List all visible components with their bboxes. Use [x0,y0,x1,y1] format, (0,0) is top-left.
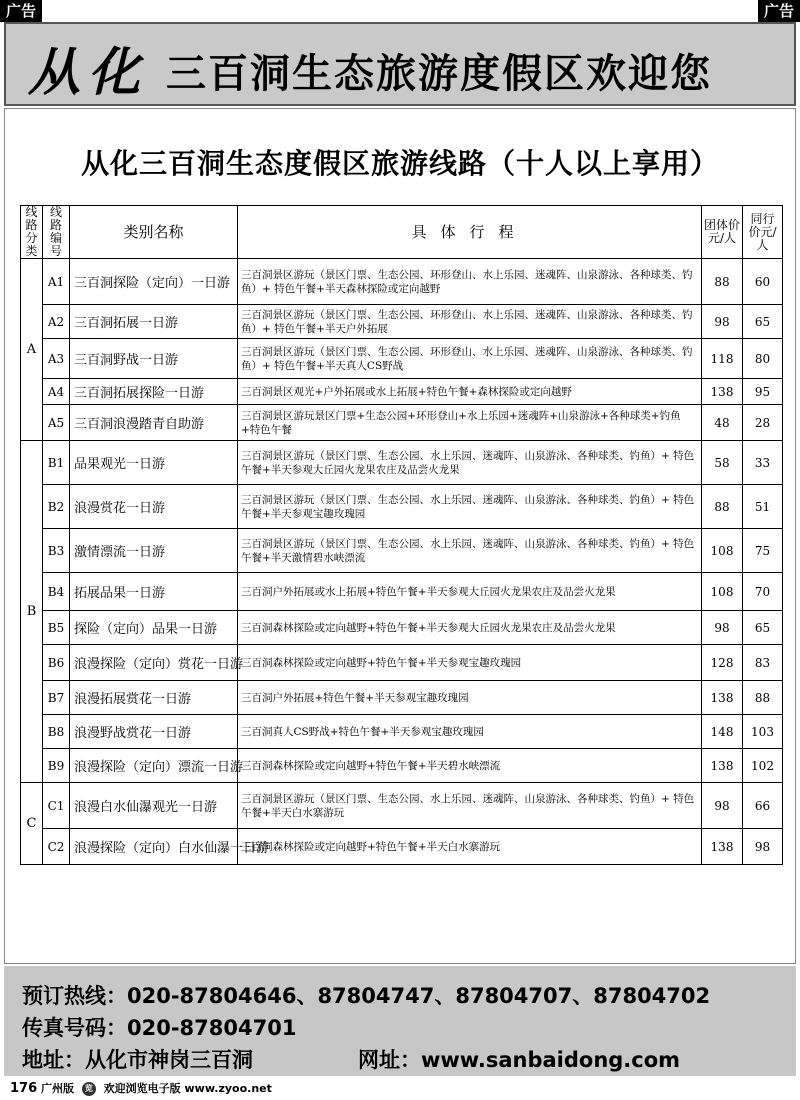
route-name: 浪漫赏花一日游 [70,485,238,529]
peer-price: 65 [743,611,783,645]
table-row [21,749,783,783]
table-row [21,305,783,339]
header-itinerary: 具体行程 [238,206,702,259]
peer-price: 60 [743,259,783,305]
group-price: 88 [702,259,743,305]
table-row [21,681,783,715]
table-row [21,441,783,485]
group-price: 148 [702,715,743,749]
group-price: 58 [702,441,743,485]
route-code: B6 [43,645,70,681]
route-itinerary: 三百洞真人CS野战+特色午餐+半天参观宝趣玫瑰园 [238,715,702,749]
page-footer [10,1080,272,1096]
header-group-price: 团体价元/人 [702,206,743,259]
route-itinerary: 三百洞户外拓展+特色午餐+半天参观宝趣玫瑰园 [238,681,702,715]
route-code: B2 [43,485,70,529]
header-category: 线路分类 [21,206,43,259]
ad-tag-left: 广告 [0,0,42,22]
header-peer-price: 同行价元/人 [743,206,783,259]
table-row [21,829,783,865]
route-code: B4 [43,573,70,611]
route-itinerary: 三百洞森林探险或定向越野+特色午餐+半天参观宝趣玫瑰园 [238,645,702,681]
route-itinerary: 三百洞景区游玩（景区门票、生态公园、水上乐园、迷魂阵、山泉游泳、各种球类、钓鱼）+ 特色午餐+半天白水寨游玩 [238,783,702,829]
route-itinerary: 三百洞景区观光+户外拓展或水上拓展+特色午餐+森林探险或定向越野 [238,379,702,405]
routes-table [20,205,783,865]
group-price: 128 [702,645,743,681]
route-itinerary: 三百洞景区游玩（景区门票、生态公园、水上乐园、迷魂阵、山泉游泳、各种球类、钓鱼）+ 特色午餐+半天参观大丘园火龙果农庄及品尝火龙果 [238,441,702,485]
route-name: 探险（定向）品果一日游 [70,611,238,645]
table-row [21,783,783,829]
route-itinerary: 三百洞景区游玩（景区门票、生态公园、水上乐园、迷魂阵、山泉游泳、各种球类、钓鱼）+ 特色午餐+半天参观宝趣玫瑰园 [238,485,702,529]
peer-price: 83 [743,645,783,681]
group-price: 108 [702,573,743,611]
banner-title: 三百洞生态旅游度假区欢迎您 [166,51,712,97]
site-url: www.zyoo.net [184,1082,272,1095]
route-name: 三百洞拓展探险一日游 [70,379,238,405]
group-price: 108 [702,529,743,573]
peer-price: 70 [743,573,783,611]
route-code: B3 [43,529,70,573]
hotline: 预订热线：020-87804646、87804747、87804707、87804702 [22,984,711,1008]
group-price: 98 [702,611,743,645]
route-itinerary: 三百洞森林探险或定向越野+特色午餐+半天碧水峡漂流 [238,749,702,783]
group-price: 118 [702,339,743,379]
header-code: 线路编号 [43,206,70,259]
route-name: 三百洞野战一日游 [70,339,238,379]
table-row [21,485,783,529]
address: 地址：从化市神岗三百洞 [22,1048,253,1072]
route-code: C2 [43,829,70,865]
page-number: 176 [10,1081,38,1096]
route-name: 激情漂流一日游 [70,529,238,573]
group-price: 98 [702,305,743,339]
route-name: 拓展品果一日游 [70,573,238,611]
route-code: A3 [43,339,70,379]
website: 网址：www.sanbaidong.com [358,1048,681,1072]
table-header-row [21,206,783,259]
group-price: 98 [702,783,743,829]
group-price: 138 [702,829,743,865]
route-itinerary: 三百洞户外拓展或水上拓展+特色午餐+半天参观大丘园火龙果农庄及品尝火龙果 [238,573,702,611]
peer-price: 65 [743,305,783,339]
peer-price: 98 [743,829,783,865]
table-row [21,259,783,305]
page-title: 从化三百洞生态度假区旅游线路（十人以上享用） [80,147,719,180]
group-price: 138 [702,681,743,715]
table-row [21,611,783,645]
route-name: 浪漫白水仙瀑观光一日游 [70,783,238,829]
group-price: 88 [702,485,743,529]
route-name: 浪漫拓展赏花一日游 [70,681,238,715]
route-code: C1 [43,783,70,829]
table-row [21,645,783,681]
route-code: B9 [43,749,70,783]
table-row [21,339,783,379]
table-row [21,573,783,611]
route-itinerary: 三百洞景区游玩（景区门票、生态公园、水上乐园、迷魂阵、山泉游泳、各种球类、钓鱼）+ 特色午餐+半天激情碧水峡漂流 [238,529,702,573]
peer-price: 95 [743,379,783,405]
contact-footer [4,966,796,1076]
route-name: 三百洞拓展一日游 [70,305,238,339]
route-category: B [21,441,43,783]
route-name: 浪漫探险（定向）白水仙瀑一日游 [70,829,238,865]
table-row [21,715,783,749]
peer-price: 103 [743,715,783,749]
route-category: C [21,783,43,865]
route-itinerary: 三百洞森林探险或定向越野+特色午餐+半天参观大丘园火龙果农庄及品尝火龙果 [238,611,702,645]
banner [4,22,796,106]
route-code: A4 [43,379,70,405]
slogan: 欢迎浏览电子版 [103,1082,181,1095]
fax: 传真号码：020-87804701 [22,1016,297,1040]
group-price: 138 [702,379,743,405]
route-name: 浪漫探险（定向）漂流一日游 [70,749,238,783]
route-itinerary: 三百洞景区游玩（景区门票、生态公园、环形登山、水上乐园、迷魂阵、山泉游泳、各种球类、钓鱼）+ 特色午餐+半天真人CS野战 [238,339,702,379]
group-price: 138 [702,749,743,783]
peer-price: 80 [743,339,783,379]
edition: 广州版 [40,1082,74,1095]
table-row [21,529,783,573]
route-name: 品果观光一日游 [70,441,238,485]
peer-price: 88 [743,681,783,715]
group-price: 48 [702,405,743,441]
route-name: 浪漫野战赏花一日游 [70,715,238,749]
peer-price: 102 [743,749,783,783]
route-code: B7 [43,681,70,715]
table-row [21,405,783,441]
route-name: 三百洞浪漫踏青自助游 [70,405,238,441]
route-itinerary: 三百洞景区游玩（景区门票、生态公园、环形登山、水上乐园、迷魂阵、山泉游泳、各种球类、钓鱼）+ 特色午餐+半天森林探险或定向越野 [238,259,702,305]
route-code: A5 [43,405,70,441]
peer-price: 66 [743,783,783,829]
peer-price: 28 [743,405,783,441]
peer-price: 51 [743,485,783,529]
magazine-logo-icon: 览 [82,1082,96,1096]
route-name: 三百洞探险（定向）一日游 [70,259,238,305]
route-code: A2 [43,305,70,339]
header-name: 类别名称 [70,206,238,259]
route-category: A [21,259,43,441]
route-itinerary: 三百洞景区游玩景区门票+生态公园+环形登山+水上乐园+迷魂阵+山泉游泳+各种球类+钓鱼+特色午餐 [238,405,702,441]
route-name: 浪漫探险（定向）赏花一日游 [70,645,238,681]
route-itinerary: 三百洞景区游玩（景区门票、生态公园、环形登山、水上乐园、迷魂阵、山泉游泳、各种球类、钓鱼）+ 特色午餐+半天户外拓展 [238,305,702,339]
peer-price: 33 [743,441,783,485]
route-itinerary: 三百洞森林探险或定向越野+特色午餐+半天白水寨游玩 [238,829,702,865]
route-code: B8 [43,715,70,749]
peer-price: 75 [743,529,783,573]
route-code: A1 [43,259,70,305]
route-code: B1 [43,441,70,485]
brand-logo: 从化 [28,42,149,103]
table-row [21,379,783,405]
route-code: B5 [43,611,70,645]
table-body [21,259,783,865]
ad-tag-right: 广告 [758,0,800,22]
